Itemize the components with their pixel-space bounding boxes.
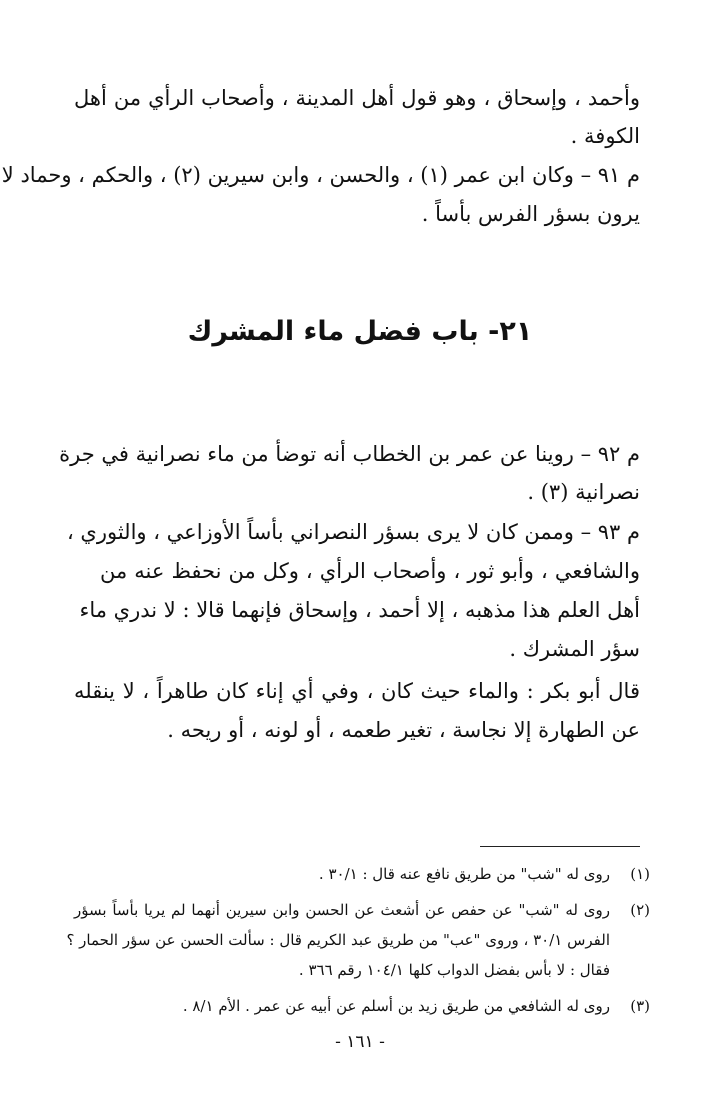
- text-line: م ٩٣ – وممن كان لا يرى بسؤر النصراني بأساً الأوزاعي ، والثوري ،: [66, 520, 640, 544]
- footnote-divider: [480, 846, 640, 847]
- footnote-text: روى له الشافعي من طريق زيد بن أسلم عن أبيه عن عمر . الأم ٨/١ .: [182, 997, 610, 1015]
- footnote: [74, 862, 650, 886]
- footnote-number: (٢): [630, 901, 650, 919]
- footnote-text: روى له "شب" من طريق نافع عنه قال : ٣٠/١ .: [318, 865, 610, 883]
- text-line: م ٩١ – وكان ابن عمر (١) ، والحسن ، وابن سيرين (٢) ، والحكم ، وحماد لا: [1, 163, 640, 187]
- text-line: نصرانية (٣) .: [527, 480, 640, 504]
- text-line: وأحمد ، وإسحاق ، وهو قول أهل المدينة ، وأصحاب الرأي من أهل: [74, 86, 640, 110]
- footnote-number: (١): [630, 865, 650, 883]
- text-line: سؤر المشرك .: [509, 637, 640, 661]
- footnote: [74, 898, 650, 922]
- text-line: يرون بسؤر الفرس بأساً .: [421, 202, 640, 226]
- text-line: والشافعي ، وأبو ثور ، وأصحاب الرأي ، وكل من نحفظ عنه من: [100, 559, 640, 583]
- footnote-number: (٣): [630, 997, 650, 1015]
- footnote-text: روى له "شب" عن حفص عن أشعث عن الحسن وابن سيرين أنهما لم يريا بأساً بسؤر: [74, 901, 610, 919]
- text-line: عن الطهارة إلا نجاسة ، تغير طعمه ، أو لونه ، أو ريحه .: [167, 718, 640, 742]
- footnote-text: الفرس ٣٠/١ ، وروى "عب" من طريق عبد الكريم قال : سألت الحسن عن سؤر الحمار ؟: [66, 931, 610, 949]
- page-number: - ١٦١ -: [335, 1032, 385, 1052]
- footnote: [74, 994, 650, 1018]
- chapter-heading: ٢١- باب فضل ماء المشرك: [187, 316, 533, 347]
- text-line: قال أبو بكر : والماء حيث كان ، وفي أي إناء كان طاهراً ، لا ينقله: [74, 679, 640, 703]
- text-line: الكوفة .: [570, 124, 640, 148]
- text-line: أهل العلم هذا مذهبه ، إلا أحمد ، وإسحاق فإنهما قالا : لا ندري ماء: [79, 598, 640, 622]
- text-line: م ٩٢ – روينا عن عمر بن الخطاب أنه توضأ من ماء نصرانية في جرة: [59, 442, 640, 466]
- footnote-text: فقال : لا بأس بفضل الدواب كلها ١٠٤/١ رقم ٣٦٦ .: [298, 961, 610, 979]
